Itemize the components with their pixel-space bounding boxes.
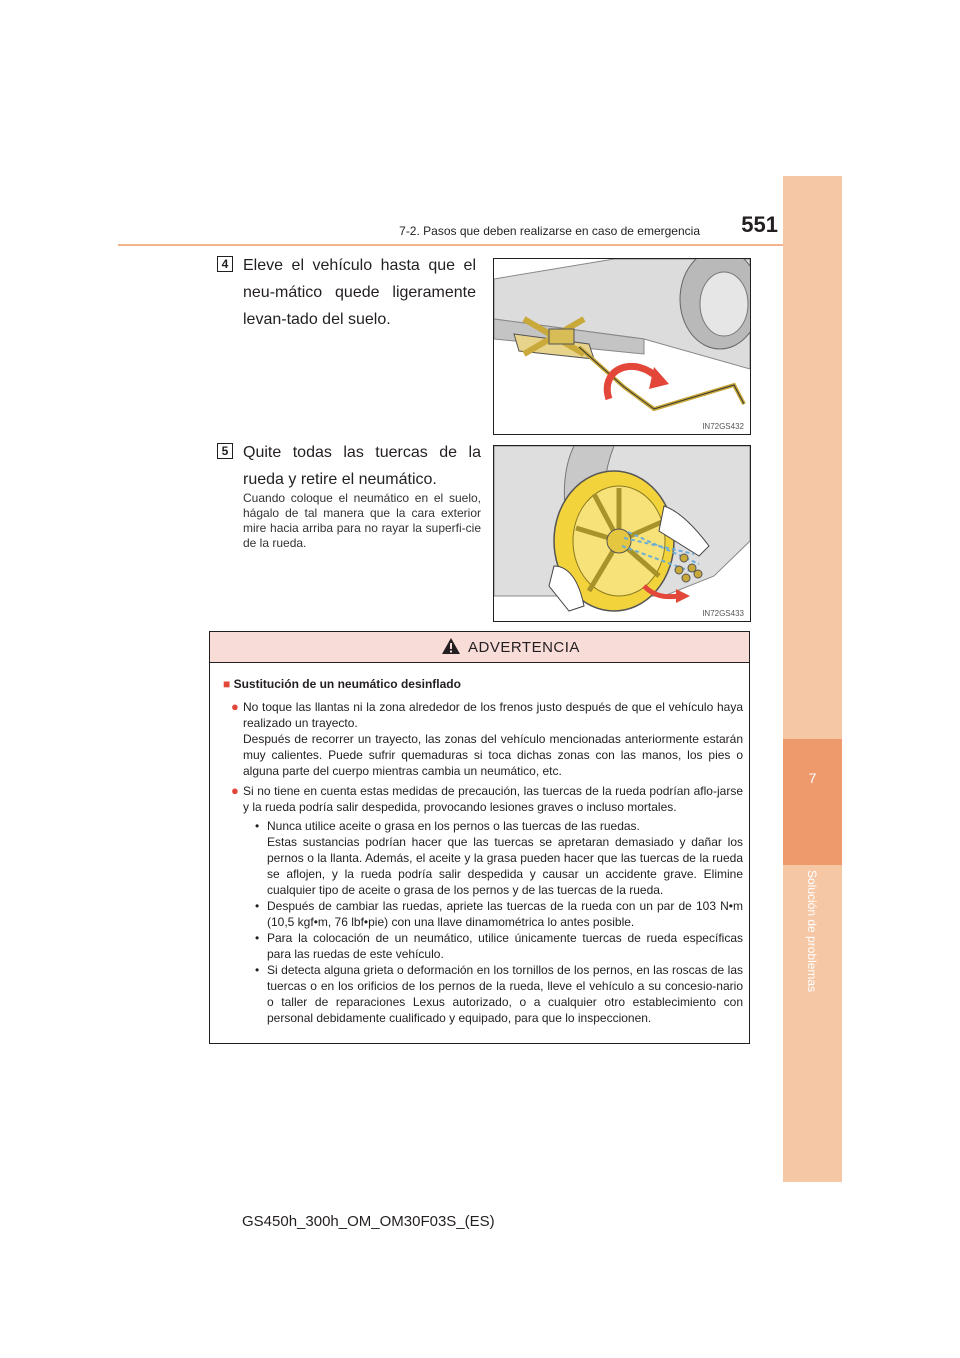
chapter-number: 7 xyxy=(808,770,817,786)
sub-bullet-2-text: Después de cambiar las ruedas, apriete las tuercas de la rueda con un par de 103 N•m (10,5 kgf•m, 76 lbf•pie) con una llave dinamométrica lo antes posible. xyxy=(267,899,743,929)
header-section-title: 7-2. Pasos que deben realizarse en caso de emergencia xyxy=(399,224,700,238)
warning-header xyxy=(210,632,749,663)
header-divider xyxy=(118,244,783,246)
sub-bullet-4-text: Si detecta alguna grieta o deformación en los tornillos de los pernos, en las roscas de las tuercas o en los orificios de los pernos de la rueda, lleve el vehículo a su concesio-nario o taller de reparaciones Lexus autorizado, o a cualquier otro establecimiento con personal debidamente cualificado y equipado, para que lo inspeccionen. xyxy=(267,963,743,1025)
figure-jack-raise xyxy=(493,258,751,435)
sub-bullet-dot-icon: • xyxy=(255,963,260,977)
warning-bullet-1-cont-text: Después de recorrer un trayecto, las zonas del vehículo mencionadas anteriormente estarán muy calientes. Puede sufrir quemaduras si toca dichas zonas con las manos, los pies o alguna parte del cuerpo mientras cambia un neumático, etc. xyxy=(243,732,743,778)
figure-wheel-removal xyxy=(493,445,751,622)
warning-bullet-1-continued xyxy=(231,731,743,779)
sub-bullet-3-text: Para la colocación de un neumático, utilice únicamente tuercas de rueda específicas para las ruedas de este vehículo. xyxy=(267,931,743,961)
sub-bullet-1-text: Nunca utilice aceite o grasa en los pernos o las tuercas de las ruedas. xyxy=(267,819,640,833)
warning-triangle-icon xyxy=(441,637,461,655)
jack-illustration xyxy=(494,259,750,434)
step-number-4: 4 xyxy=(217,256,233,272)
warning-bullet-1-text: No toque las llantas ni la zona alrededor de los frenos justo después de que el vehículo haya realizado un trayecto. xyxy=(243,700,743,730)
chapter-title: Solución de problemas xyxy=(805,870,819,993)
sub-bullet-dot-icon: • xyxy=(255,819,260,833)
sub-bullet-1-continued xyxy=(255,834,743,898)
step-5-note: Cuando coloque el neumático en el suelo, hágalo de tal manera que la cara exterior mire hacia arriba para no rayar la superfi-cie de la rueda. xyxy=(243,491,481,550)
chapter-tab[interactable] xyxy=(783,739,842,865)
sub-bullet-dot-icon: • xyxy=(255,899,260,913)
step-5-text: Quite todas las tuercas de la rueda y retire el neumático. xyxy=(243,444,481,488)
figure-code-4: IN72GS432 xyxy=(702,422,744,431)
warning-box xyxy=(209,631,750,1044)
sub-bullet-dot-icon: • xyxy=(255,931,260,945)
page-number: 551 xyxy=(741,212,778,237)
sub-bullet-1-cont-text: Estas sustancias podrían hacer que las tuercas se apretaran demasiado y dañar los pernos o la llanta. Además, el aceite y la grasa pueden hacer que las tuercas de la rueda se aflojen, y la rueda podría salir despedida y causar un accidente grave. Elimine cualquier tipo de aceite o grasa de los pernos y de las tuercas de la rueda. xyxy=(267,835,743,897)
chapter-title-vertical xyxy=(797,870,825,1060)
step-4-text: Eleve el vehículo hasta que el neu-mático quede ligeramente levan-tado del suelo. xyxy=(243,257,476,328)
sub-bullet-2 xyxy=(255,898,743,930)
warning-subtitle xyxy=(223,676,461,692)
bullet-dot-icon: ● xyxy=(231,783,239,798)
sub-bullet-1 xyxy=(255,818,743,834)
warning-subtitle-text: Sustitución de un neumático desinflado xyxy=(233,677,461,691)
wheel-removal-illustration xyxy=(494,446,750,621)
warning-bullet-2 xyxy=(231,783,743,815)
sub-bullet-3 xyxy=(255,930,743,962)
document-code: GS450h_300h_OM_OM30F03S_(ES) xyxy=(242,1213,495,1230)
warning-bullet-1 xyxy=(231,699,743,731)
warning-title: ADVERTENCIA xyxy=(468,639,580,656)
bullet-dot-icon: ● xyxy=(231,699,239,714)
warning-bullet-2-text: Si no tiene en cuenta estas medidas de precaución, las tuercas de la rueda podrían aflo-jarse y la rueda podría salir despedida, provocando lesiones graves o incluso mortales. xyxy=(243,784,743,814)
figure-code-5: IN72GS433 xyxy=(702,609,744,618)
sub-bullet-4 xyxy=(255,962,743,1026)
square-bullet-icon: ■ xyxy=(223,677,231,691)
step-number-5: 5 xyxy=(217,443,233,459)
